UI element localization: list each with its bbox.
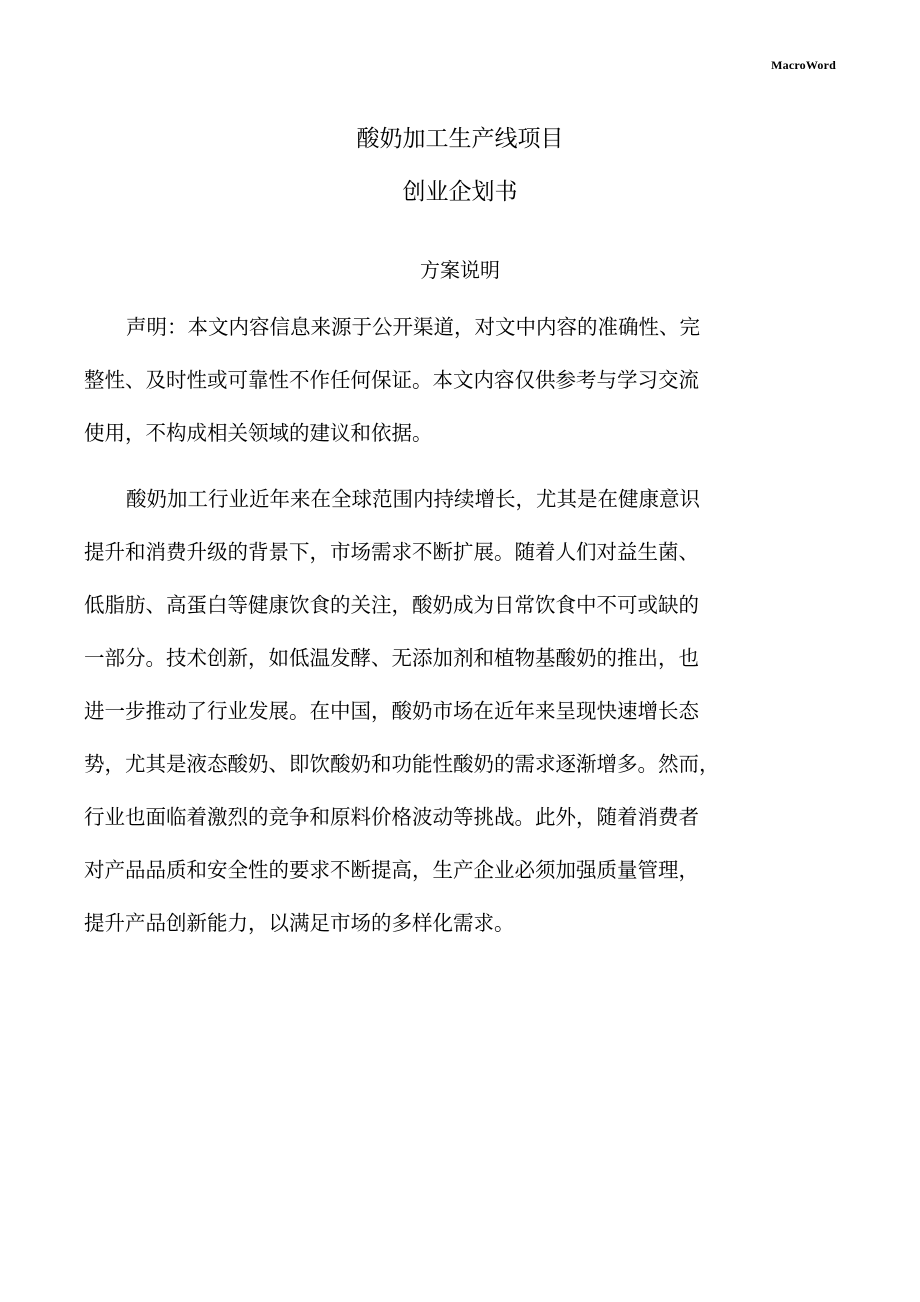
paragraph-line: 一部分。技术创新，如低温发酵、无添加剂和植物基酸奶的推出，也 — [84, 646, 699, 670]
paragraph-line: 进一步推动了行业发展。在中国，酸奶市场在近年来呈现快速增长态 — [84, 699, 699, 723]
paragraph-line: 行业也面临着激烈的竞争和原料价格波动等挑战。此外，随着消费者 — [84, 805, 699, 829]
paragraph-line: 声明：本文内容信息来源于公开渠道，对文中内容的准确性、完 — [126, 315, 700, 339]
section-heading: 方案说明 — [420, 258, 500, 282]
paragraph-line: 使用，不构成相关领域的建议和依据。 — [84, 421, 433, 445]
paragraph-line: 低脂肪、高蛋白等健康饮食的关注，酸奶成为日常饮食中不可或缺的 — [84, 593, 699, 617]
header-brand: MacroWord — [771, 58, 836, 72]
paragraph-line: 提升产品创新能力，以满足市场的多样化需求。 — [84, 911, 515, 935]
paragraph-industry-overview — [84, 473, 844, 950]
paragraph-line: 对产品品质和安全性的要求不断提高，生产企业必须加强质量管理， — [84, 858, 699, 882]
document-title-line-1: 酸奶加工生产线项目 — [356, 126, 564, 152]
paragraph-line: 提升和消费升级的背景下，市场需求不断扩展。随着人们对益生菌、 — [84, 540, 699, 564]
paragraph-disclaimer — [84, 301, 844, 460]
paragraph-line: 整性、及时性或可靠性不作任何保证。本文内容仅供参考与学习交流 — [84, 368, 699, 392]
paragraph-line: 酸奶加工行业近年来在全球范围内持续增长，尤其是在健康意识 — [126, 487, 700, 511]
document-title-line-2: 创业企划书 — [402, 179, 518, 205]
paragraph-line: 势，尤其是液态酸奶、即饮酸奶和功能性酸奶的需求逐渐增多。然而， — [84, 752, 720, 776]
